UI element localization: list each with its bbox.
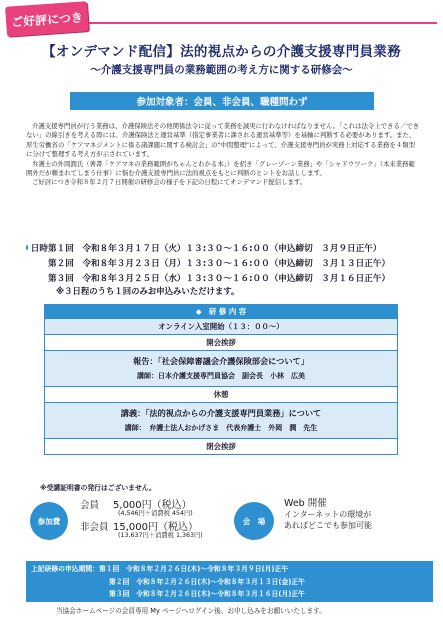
program-lecture — [45, 402, 397, 438]
intro-paragraph: 弁護士の外岡潤氏（著書「ケアマネの業務範囲がちゃんとわかる本」）を招き「グレーゾーン業務」や「シャドウワーク」（本来業務範囲外だが頼まれてしまう仕事）に悩む介護支援専門員に法的視点をもとに判断のヒントをお話しします。 — [26, 159, 415, 178]
bullet-icon — [26, 245, 28, 250]
target-audience-bar: 参加対象者：会員、非会員、職種問わず — [70, 92, 374, 110]
venue-details — [284, 498, 372, 531]
page-title: 【オンデマンド配信】法的視点からの介護支援専門員業務 — [42, 44, 401, 60]
program-table — [44, 304, 398, 455]
application-period — [26, 561, 433, 602]
lecture-speaker: 講師： 弁護士法人おかげさま 代表弁護士 外岡 潤 先生 — [124, 424, 318, 432]
fee-member-breakdown: (4,546円＋消費税 454円) — [118, 510, 193, 517]
application-period-row: 第２回 令和８年２月２６日(木)～令和８年３月１３日(金)正午 — [109, 577, 305, 586]
schedule-row — [26, 240, 426, 255]
certificate-note: ※受講証明書の発行はございません。 — [40, 484, 156, 492]
schedule-row — [26, 270, 426, 285]
application-period-row: 上記研修の申込期間：第１回 令和８年２月２６日(木)～令和８年３月９日(月)正午 — [31, 565, 289, 573]
fee-nonmember-breakdown: (13,637円＋消費税 1,363円) — [118, 532, 203, 539]
program-break: 休憩 — [45, 386, 397, 402]
session-3: 第３回 令和８年３月２５日（水）１３:３０～１６:００（申込締切 ３月１６日正午） — [48, 273, 391, 284]
popular-ribbon: ご好評につき — [5, 1, 89, 37]
program-closing: 閉会挨拶 — [45, 438, 397, 454]
intro-paragraph: ご好評につき令和８年２月７日開催の研修会の様子を下記の日程にてオンデマンド配信します。 — [32, 178, 307, 187]
page-subtitle: ～介護支援専門員の業務範囲の考え方に関する研修会～ — [90, 64, 353, 76]
schedule-note: ※３日程のうち１回のみお申込みいただけます。 — [56, 286, 240, 296]
venue-type: Web 開催 — [284, 498, 327, 509]
session-1: 第１回 令和８年３月１７日（火）１３:３０～１６:００（申込締切 ３月９日正午） — [48, 243, 382, 254]
fee-member: 会員 5,000円（税込） — [80, 500, 192, 511]
fee-details — [80, 496, 203, 540]
note-member: 当協会ホームページの会員専用 My ページへログイン後、お申し込みをお願いいたします。 — [56, 607, 326, 615]
application-notes — [56, 605, 326, 617]
schedule-row — [26, 255, 426, 270]
schedule — [26, 240, 426, 299]
program-opening: 開会挨拶 — [45, 334, 397, 350]
schedule-label: 日時 — [26, 242, 48, 254]
program-open: オンライン入室開始（１３：００～） — [45, 318, 397, 334]
header-rule — [80, 22, 437, 24]
venue-note-2: あればどこでも参加可能 — [284, 521, 372, 530]
session-2: 第２回 令和８年３月２３日（月）１３:３０～１６:００（申込締切 ３月１３日正午） — [48, 258, 391, 269]
lecture-title: 講義：「法的視点からの介護支援専門員業務」について — [120, 408, 322, 418]
intro-paragraph: 介護支援専門員が行う業務は、介護保険法その他関係法令に従って業務を誠実に行わなければなりません。「これは法令上できる／できない」の線引きを考える際には、介護保険法と運営基準（指定事業者に課される運営基準等）を基軸に判断する必要があります。また、厚生労働省の「ケアマネジメントに係る諸課題に関する検討会」の"中間整理"によって、介護支援専門員が実務上対応する業務を４類型に分けて整理する考え方が示されています。 — [26, 122, 420, 159]
venue-badge: 会 場 — [234, 502, 274, 540]
fee-badge: 参加費 — [30, 502, 68, 540]
program-heading: ◆ 研 修 内 容 — [45, 305, 397, 318]
report-title: 報告：「社会保障審議会介護保険部会について」 — [133, 356, 309, 366]
program-report — [45, 350, 397, 386]
intro-text — [26, 122, 421, 188]
application-period-row: 第３回 令和８年２月２６日(木)～令和８年３月１６日(月)正午 — [109, 590, 305, 598]
fee-nonmember: 非会員 15,000円（税込） — [80, 522, 199, 533]
report-speaker: 講師：日本介護支援専門員協会 副会長 小林 広美 — [137, 372, 305, 380]
venue-note-1: インターネットの環境が — [284, 510, 372, 519]
